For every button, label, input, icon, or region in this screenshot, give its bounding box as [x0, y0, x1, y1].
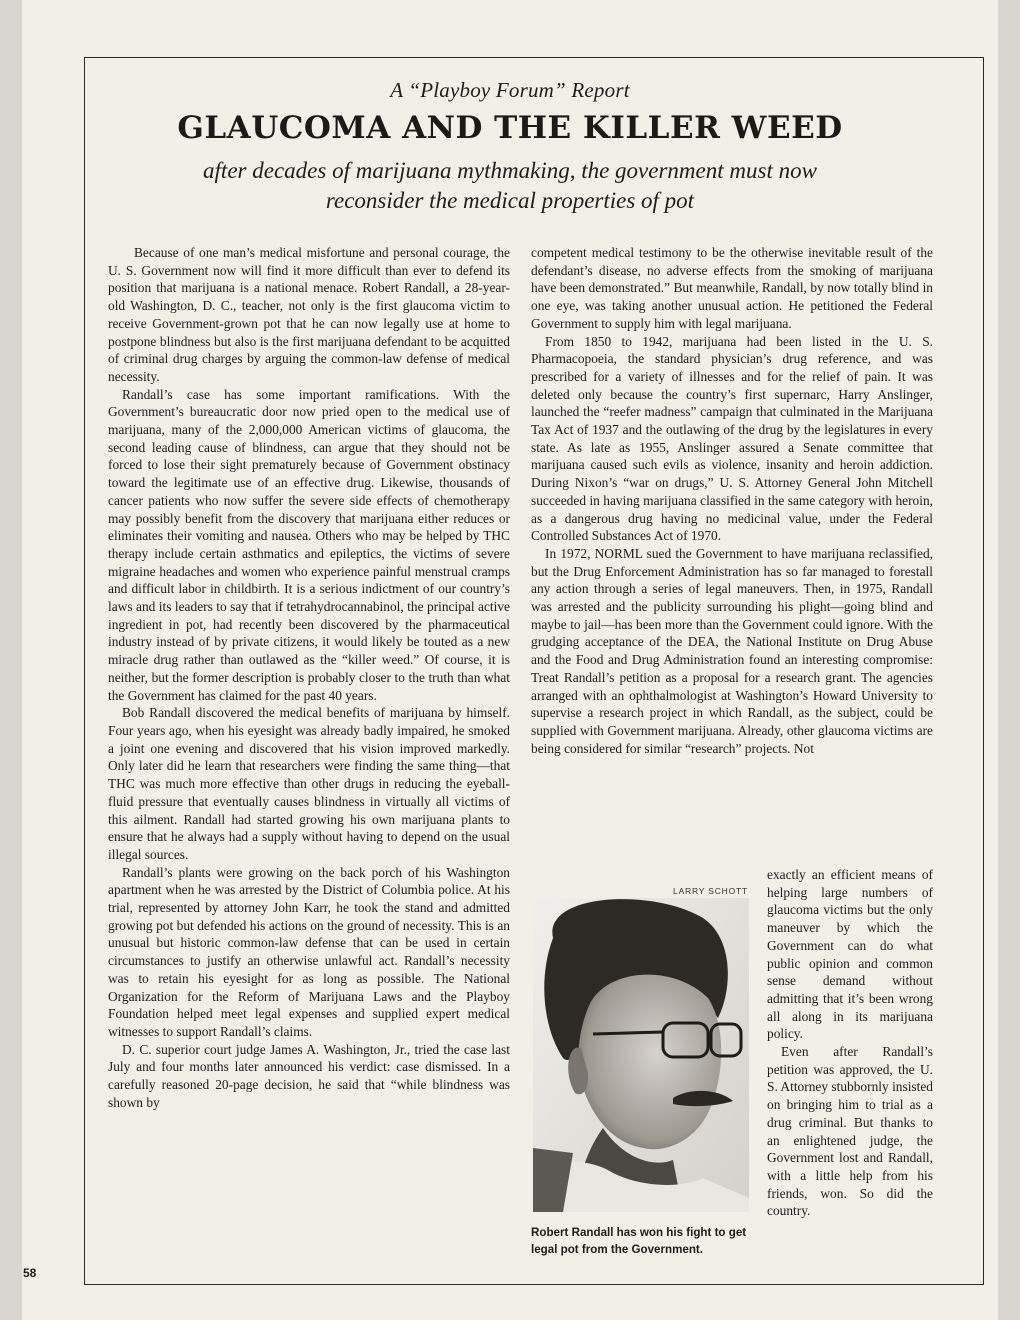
paragraph: competent medical testimony to be the otherwise inevitable result of the defendant’s disease, no adverse effects from the smoking of marijuana have been demonstrated.” But meanwhile, Randall, by now totally blind in one eye, was taking another unusual action. He petitioned the Federal Government to supply him with legal marijuana.	[531, 245, 933, 331]
article-subheadline: after decades of marijuana mythmaking, the government must now reconsider the medical properties of pot	[203, 158, 817, 213]
paragraph: Randall’s plants were growing on the back porch of his Washington apartment when he was arrested by the District of Columbia police. At his trial, represented by attorney John Karr, he took the stand and admitted growing pot but defended his actions on the ground of necessity. This is an unusual but historic common-law defense that can be used in certain circumstances to justify an otherwise unlawful act. Randall’s necessity was to retain his eyesight for as long as possible. The National Organization for the Reform of Marijuana Laws and the Playboy Foundation helped meet legal expenses and supplied expert medical witnesses to support Randall’s claims.	[108, 864, 510, 1039]
paragraph: Bob Randall discovered the medical benefits of marijuana by himself. Four years ago, when his eyesight was already badly impaired, he smoked a joint one evening and discovered that his vision improved markedly. Only later did he learn that researchers were finding the same thing—that THC was much more effective than other drugs in reducing the eyeball-fluid pressure that eventually causes blindness in virtually all victims of this ailment. Randall had started growing his own marijuana plants to ensure that he always had a supply without having to depend on the usual illegal sources.	[108, 705, 510, 862]
paragraph: In 1972, NORML sued the Government to have marijuana reclassified, but the Drug Enforcement Administration has so far managed to forestall any action through a series of legal maneuvers. Then, in 1975, Randall was arrested and the publicity surrounding his plight—going blind and maybe to jail—has been more than the Government could ignore. With the grudging acceptance of the DEA, the National Institute on Drug Abuse and the Food and Drug Administration found an interesting compromise: Treat Randall’s petition as a proposal for a research grant. The agencies arranged with an ophthalmologist at Washington’s Howard University to supervise a research project in which Randall, as the subject, could be supplied with Government marijuana. Already, other glaucoma victims are being considered for similar “research” projects. Not	[531, 545, 933, 756]
paragraph: exactly an efficient means of helping large numbers of glaucoma victims but the only maneuver by which the Government can do what public opinion and common sense demand without admitting that it’s been wrong all along in its marijuana policy.	[767, 867, 933, 1042]
body-column-1	[108, 244, 510, 1111]
paragraph: D. C. superior court judge James A. Washington, Jr., tried the case last July and four months later announced his verdict: case dismissed. In a carefully reasoned 20-page decision, he said that “while blindness was shown by	[108, 1041, 510, 1110]
paragraph: Randall’s case has some important ramifications. With the Government’s bureaucratic door now pried open to the medical use of marijuana, many of the 2,000,000 American victims of glaucoma, the second leading cause of blindness, can argue that they should not be forced to lose their sight prematurely because of Government obstinacy toward the legitimate use of an effective drug. Likewise, thousands of cancer patients who now suffer the severe side effects of chemotherapy may possibly benefit from the discovery that marijuana either reduces or eliminates their vomiting and nausea. Others who may be helped by THC therapy include certain asthmatics and epileptics, the victims of severe migraine headaches and women who experience painful menstrual cramps and difficult labor in childbirth. It is a serious indictment of our country’s laws and its leaders to say that if tetrahydrocannabinol, the principal active ingredient in pot, had recently been discovered by the pharmaceutical industry instead of by private citizens, it would likely be touted as a new miracle drug rather than outlawed as the “killer weed.” Of course, it is neither, but the former description is probably closer to the truth than what the Government has claimed for the past 40 years.	[108, 386, 510, 703]
photo-caption: Robert Randall has won his fight to get legal pot from the Government.	[531, 1226, 747, 1256]
paragraph: Because of one man’s medical misfortune and personal courage, the U. S. Government now will find it more difficult than ever to defend its position that marijuana is a national menace. Robert Randall, a 28-year-old Washington, D. C., teacher, not only is the first glaucoma victim to receive Government-grown pot that he can now legally use at home to postpone blindness but also is the first marijuana defendant to be acquitted of criminal drug charges by arguing the common-law defense of medical necessity.	[108, 245, 510, 384]
article-kicker: A “Playboy Forum” Report	[390, 78, 630, 102]
body-column-3	[767, 866, 933, 1220]
page-number: 58	[23, 1266, 37, 1280]
photo-credit: LARRY SCHOTT	[673, 886, 748, 896]
body-column-2	[531, 244, 933, 757]
portrait-photo	[533, 898, 749, 1212]
paragraph: From 1850 to 1942, marijuana had been listed in the U. S. Pharmacopoeia, the standard physician’s drug reference, and was prescribed for a variety of illnesses and for the relief of pain. It was deleted only because the country’s first supernarc, Harry Anslinger, launched the “reefer madness” campaign that culminated in the Marijuana Tax Act of 1937 and the outlawing of the drug by the legislatures in every state. As late as 1955, Anslinger assured a Senate committee that marijuana caused such evils as violence, insanity and heroin addiction. During Nixon’s “war on drugs,” U. S. Attorney General John Mitchell succeeded in having marijuana classified in the same category with heroin, as a dangerous drug having no medicinal value, under the Federal Controlled Substances Act of 1970.	[531, 333, 933, 544]
portrait-illustration	[533, 898, 749, 1212]
paragraph: Even after Randall’s petition was approved, the U. S. Attorney stubbornly insisted on bringing him to trial as a drug criminal. But thanks to an enlightened judge, the Government lost and Randall, with a little help from his friends, won. So did the country.	[767, 1044, 933, 1219]
article-headline: GLAUCOMA AND THE KILLER WEED	[177, 110, 843, 146]
